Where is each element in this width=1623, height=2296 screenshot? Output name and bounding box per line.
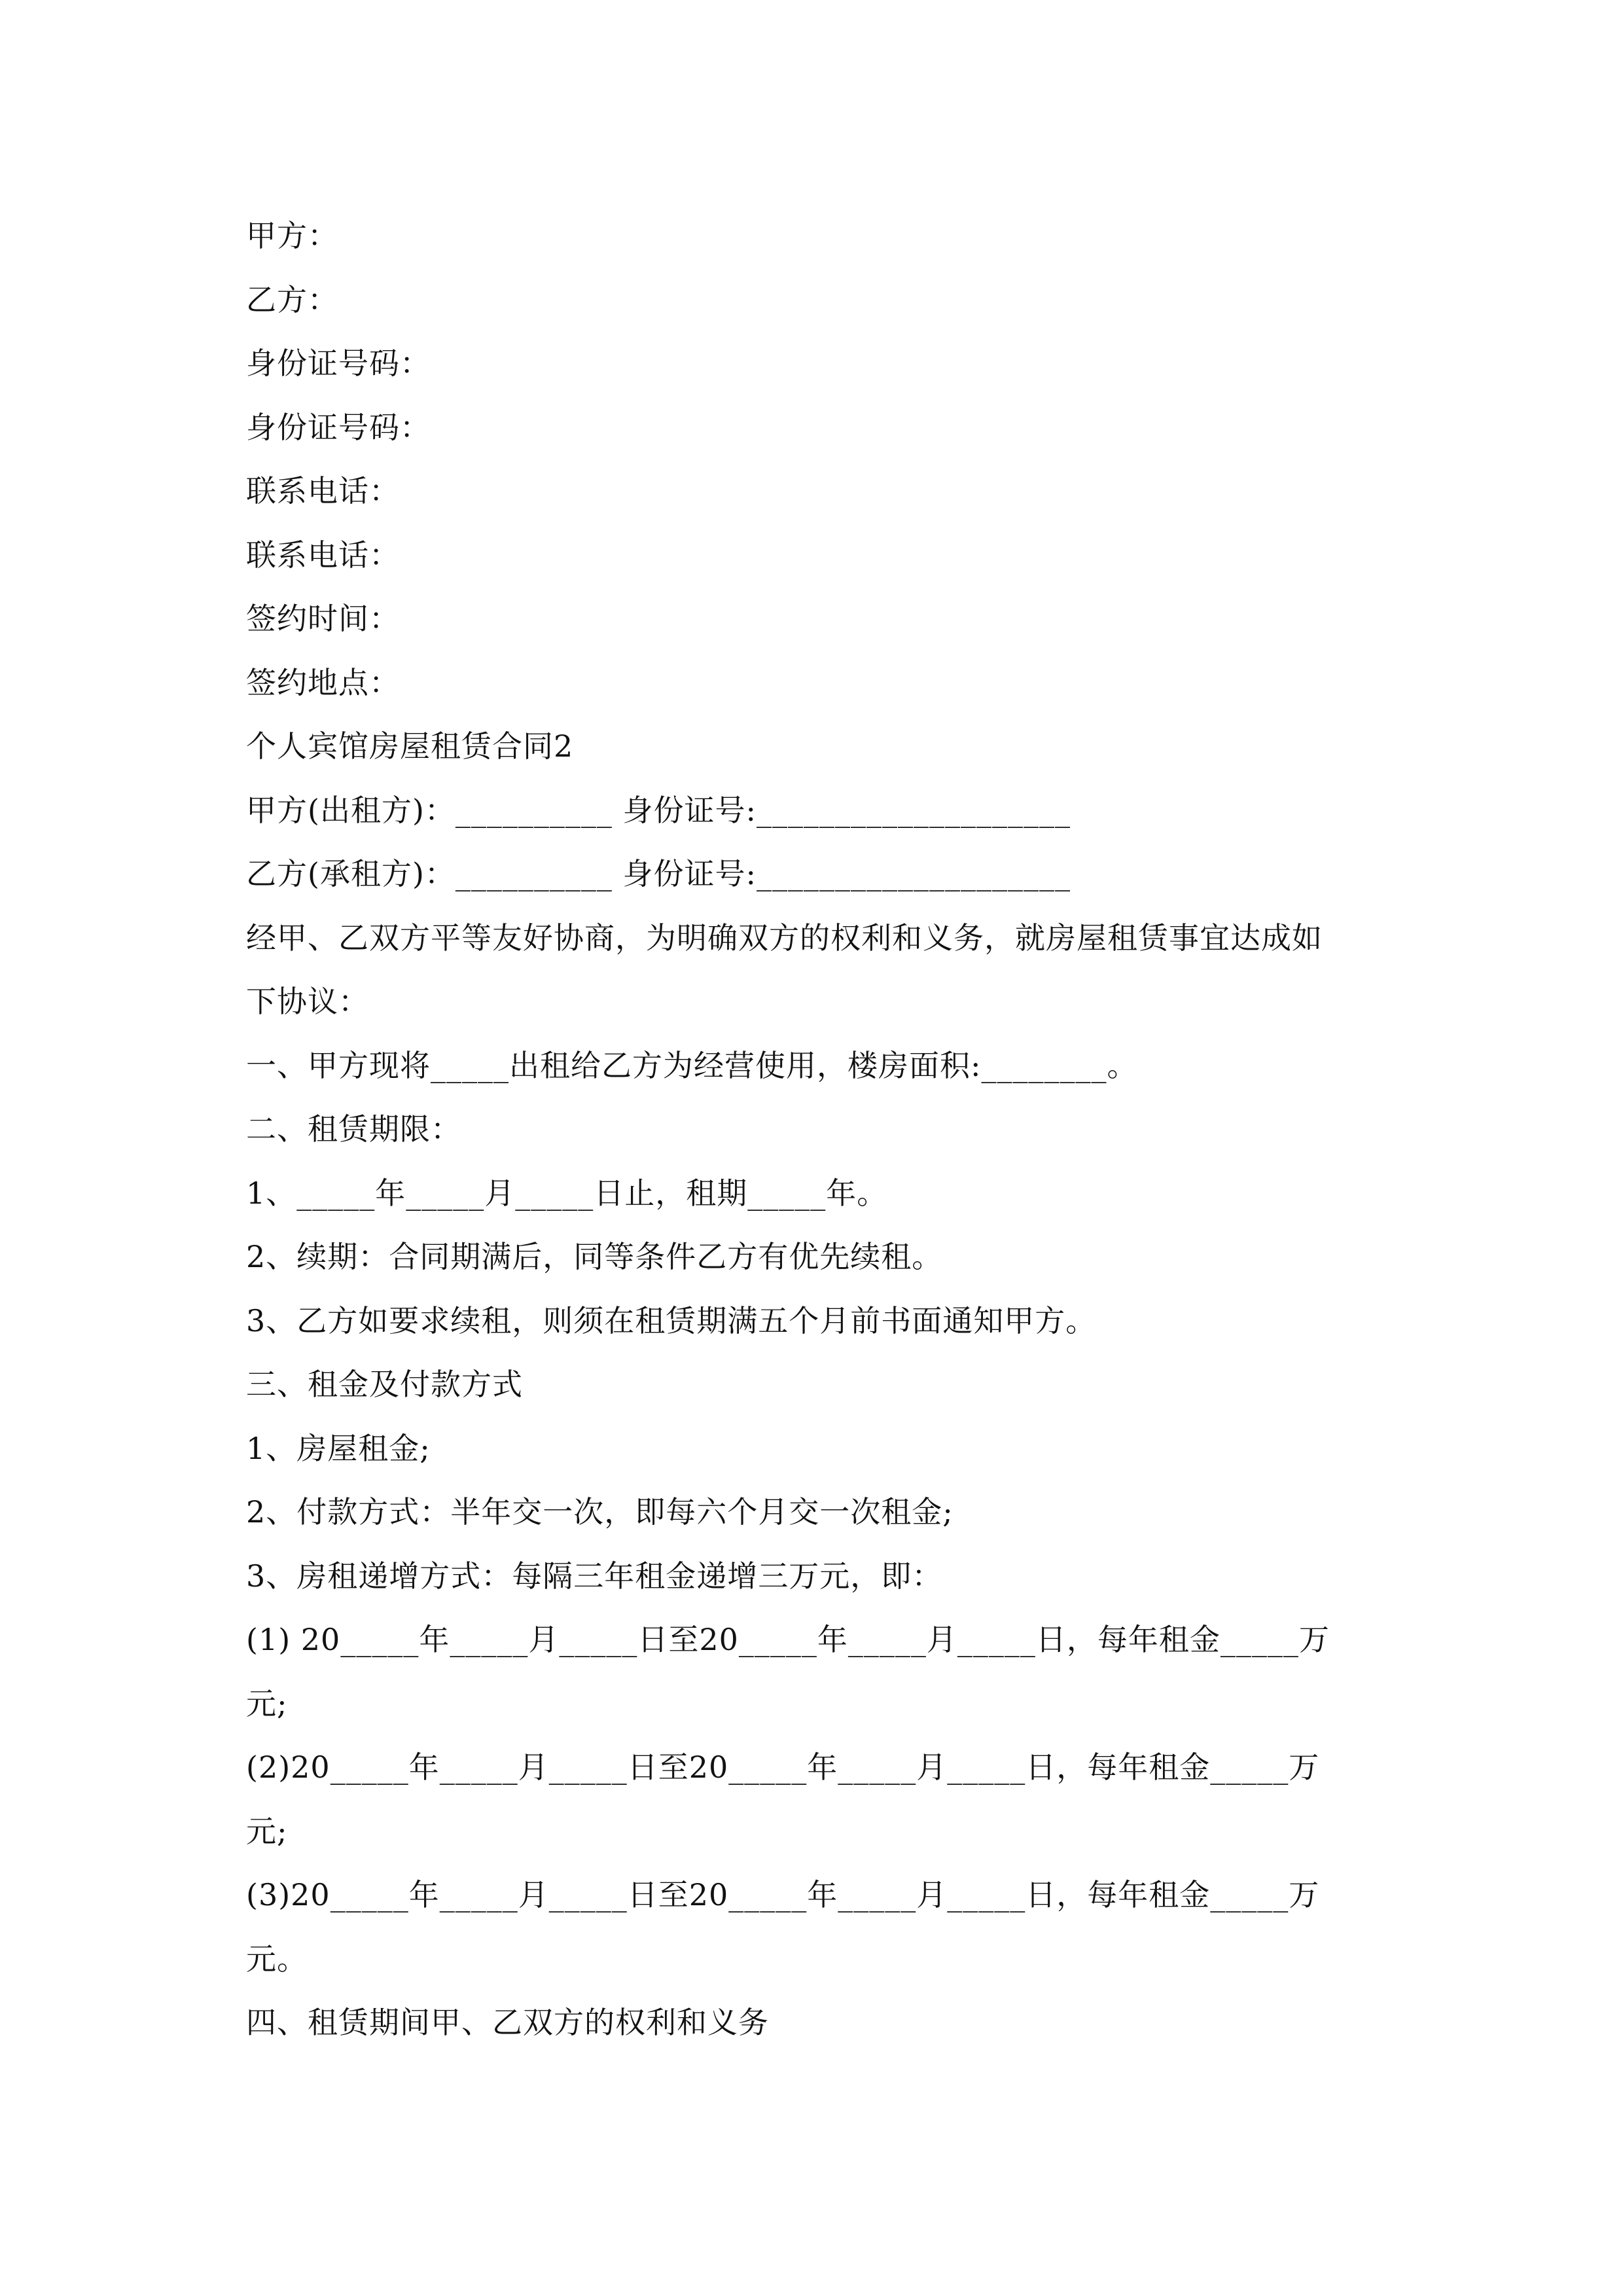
lessee-line: 乙方(承租方)：__________ 身份证号:____________________ — [246, 856, 1071, 891]
id-number-label: 身份证号码： — [246, 346, 431, 381]
party-a-label: 甲方： — [246, 218, 338, 253]
preamble-line: 经甲、乙双方平等友好协商，为明确双方的权利和义务，就房屋租赁事宜达成如 — [246, 920, 1323, 956]
rent-period-line: 元; — [246, 1685, 288, 1721]
signing-time-label: 签约时间： — [246, 601, 400, 636]
clause-item: 2、续期：合同期满后，同等条件乙方有优先续租。 — [246, 1239, 943, 1274]
document-body — [246, 204, 1385, 2055]
phone-label: 联系电话： — [246, 537, 400, 573]
section-heading: 四、租赁期间甲、乙双方的权利和义务 — [246, 2005, 769, 2040]
clause-item: 1、_____年_____月_____日止，租期_____年。 — [246, 1175, 888, 1211]
lessor-line: 甲方(出租方)：__________ 身份证号:____________________ — [246, 792, 1071, 828]
rent-period-line: (1) 20_____年_____月_____日至20_____年_____月_____日，每年租金_____万 — [246, 1622, 1330, 1657]
section-heading: 三、租金及付款方式 — [246, 1367, 523, 1402]
rent-period-line: (3)20_____年_____月_____日至20_____年_____月_____日，每年租金_____万 — [246, 1877, 1320, 1912]
rent-period-line: (2)20_____年_____月_____日至20_____年_____月_____日，每年租金_____万 — [246, 1749, 1320, 1785]
preamble-line: 下协议： — [246, 984, 369, 1019]
phone-label: 联系电话： — [246, 473, 400, 509]
contract-title: 个人宾馆房屋租赁合同2 — [246, 728, 574, 764]
section-heading: 二、租赁期限： — [246, 1111, 461, 1147]
clause-item: 3、乙方如要求续租，则须在租赁期满五个月前书面通知甲方。 — [246, 1302, 1097, 1338]
rent-period-line: 元; — [246, 1813, 288, 1849]
id-number-label: 身份证号码： — [246, 409, 431, 445]
signing-place-label: 签约地点： — [246, 664, 400, 700]
clause-item: 2、付款方式：半年交一次，即每六个月交一次租金; — [246, 1494, 954, 1530]
party-b-label: 乙方： — [246, 281, 338, 317]
clause-item: 3、房租递增方式：每隔三年租金递增三万元，即： — [246, 1558, 943, 1594]
rent-period-line: 元。 — [246, 1941, 308, 1977]
clause-item: 1、房屋租金; — [246, 1430, 431, 1466]
clause-1: 一、甲方现将_____出租给乙方为经营使用，楼房面积:________。 — [246, 1047, 1138, 1083]
